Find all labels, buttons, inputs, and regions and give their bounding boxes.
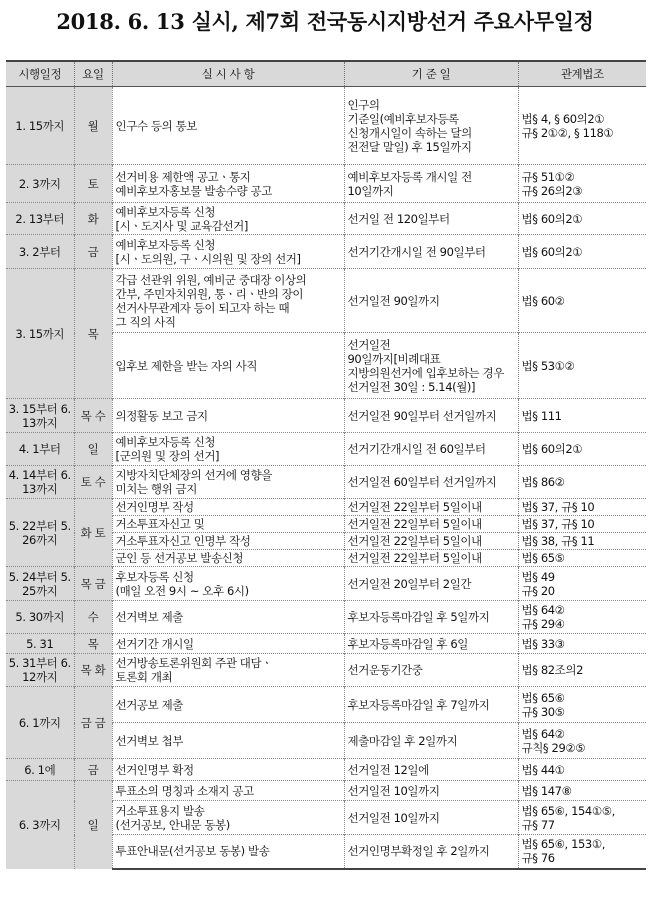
header-date: 시행일정 xyxy=(6,61,74,87)
cell-standard: 제출마감일 후 2일까지 xyxy=(344,723,518,759)
cell-task: 거소투표자신고 인명부 작성 xyxy=(112,533,344,550)
cell-day: 목 xyxy=(74,634,112,654)
cell-standard: 선거기간개시일 전 60일부터 xyxy=(344,433,518,466)
cell-standard: 선거일전 10일까지 xyxy=(344,781,518,801)
table-row xyxy=(6,781,646,801)
cell-standard: 선거인명부확정일 후 2일까지 xyxy=(344,835,518,869)
table-row xyxy=(6,466,646,499)
cell-date: 5. 22부터 5. 26까지 xyxy=(6,499,74,567)
cell-task: 예비후보자등록 신청 [시ㆍ도의원, 구ㆍ시의원 및 장의 선거] xyxy=(112,235,344,269)
cell-law: 법§ 37, 규§ 10 xyxy=(518,516,646,533)
cell-day: 일 xyxy=(74,433,112,466)
cell-law: 법§ 4, § 60의2① 규§ 2①②, § 118① xyxy=(518,87,646,165)
cell-date: 5. 24부터 5. 25까지 xyxy=(6,567,74,601)
cell-law: 규§ 51①② 규§ 26의2③ xyxy=(518,165,646,203)
cell-law: 법§ 111 xyxy=(518,399,646,433)
table-row xyxy=(6,203,646,235)
cell-date: 5. 31 xyxy=(6,634,74,654)
table-row xyxy=(6,654,646,687)
cell-date: 3. 15까지 xyxy=(6,269,74,399)
cell-day: 토 수 xyxy=(74,466,112,499)
cell-day: 화 토 xyxy=(74,499,112,567)
cell-task: 선거벽보 제출 xyxy=(112,601,344,634)
cell-task: 의정활동 보고 금지 xyxy=(112,399,344,433)
cell-law: 법§ 65⑥, 153①, 규§ 76 xyxy=(518,835,646,869)
cell-law: 법§ 53①② xyxy=(518,333,646,399)
table-row xyxy=(6,634,646,654)
cell-law: 법§ 60의2① xyxy=(518,433,646,466)
cell-standard: 후보자등록마감일 후 7일까지 xyxy=(344,687,518,723)
cell-standard: 선거일전 12일에 xyxy=(344,759,518,781)
cell-standard: 예비후보자등록 개시일 전 10일까지 xyxy=(344,165,518,203)
cell-day: 토 xyxy=(74,165,112,203)
cell-date: 2. 3까지 xyxy=(6,165,74,203)
cell-standard: 후보자등록마감일 후 5일까지 xyxy=(344,601,518,634)
cell-law: 법§ 147⑧ xyxy=(518,781,646,801)
cell-date: 1. 15까지 xyxy=(6,87,74,165)
cell-date: 2. 13부터 xyxy=(6,203,74,235)
cell-task: 투표안내문(선거공보 동봉) 발송 xyxy=(112,835,344,869)
table-row xyxy=(6,433,646,466)
cell-law: 법§ 38, 규§ 11 xyxy=(518,533,646,550)
cell-task: 예비후보자등록 신청 [군의원 및 장의 선거] xyxy=(112,433,344,466)
cell-day: 화 xyxy=(74,203,112,235)
cell-law: 법§ 33③ xyxy=(518,634,646,654)
cell-day: 수 xyxy=(74,601,112,634)
cell-day: 금 xyxy=(74,235,112,269)
cell-standard: 선거일전 22일부터 5일이내 xyxy=(344,533,518,550)
cell-task: 예비후보자등록 신청 [시ㆍ도지사 및 교육감선거] xyxy=(112,203,344,235)
cell-task: 거소투표자신고 및 xyxy=(112,516,344,533)
header-task: 실 시 사 항 xyxy=(112,61,344,87)
cell-task: 각급 선관위 위원, 예비군 중대장 이상의 간부, 주민자치위원, 통ㆍ리ㆍ반의 장이 선거사무관계자 등이 되고자 하는 때 그 직의 사직 xyxy=(112,269,344,333)
cell-day: 일 xyxy=(74,781,112,869)
cell-task: 선거공보 제출 xyxy=(112,687,344,723)
cell-law: 법§ 64② 규칙§ 29②⑤ xyxy=(518,723,646,759)
cell-law: 법§ 86② xyxy=(518,466,646,499)
cell-law: 법§ 37, 규§ 10 xyxy=(518,499,646,516)
table-row xyxy=(6,499,646,516)
table-row xyxy=(6,269,646,333)
cell-law: 법§ 65⑥ 규§ 30⑤ xyxy=(518,687,646,723)
cell-task: 인구수 등의 통보 xyxy=(112,87,344,165)
cell-standard: 선거기간개시일 전 90일부터 xyxy=(344,235,518,269)
table-row xyxy=(6,687,646,723)
cell-date: 6. 1에 xyxy=(6,759,74,781)
table-row xyxy=(6,601,646,634)
cell-day: 금 금 xyxy=(74,687,112,759)
cell-law: 법§ 82조의2 xyxy=(518,654,646,687)
cell-task: 선거방송토론위원회 주관 대담ㆍ 토론회 개최 xyxy=(112,654,344,687)
table-row xyxy=(6,235,646,269)
cell-date: 3. 15부터 6. 13까지 xyxy=(6,399,74,433)
cell-date: 5. 31부터 6. 12까지 xyxy=(6,654,74,687)
cell-task: 선거비용 제한액 공고ㆍ통지 예비후보자홍보물 발송수량 공고 xyxy=(112,165,344,203)
cell-law: 법§ 44① xyxy=(518,759,646,781)
cell-standard: 선거일전 90일부터 선거일까지 xyxy=(344,399,518,433)
table-row xyxy=(6,759,646,781)
table-row xyxy=(6,567,646,601)
cell-day: 월 xyxy=(74,87,112,165)
cell-date: 4. 14부터 6. 13까지 xyxy=(6,466,74,499)
cell-law: 법§ 65⑤ xyxy=(518,550,646,567)
cell-standard: 선거일전 90일까지 xyxy=(344,269,518,333)
cell-law: 법§ 60의2① xyxy=(518,203,646,235)
cell-standard: 선거일 전 120일부터 xyxy=(344,203,518,235)
cell-law: 법§ 60② xyxy=(518,269,646,333)
cell-standard: 선거운동기간중 xyxy=(344,654,518,687)
cell-task: 투표소의 명칭과 소재지 공고 xyxy=(112,781,344,801)
cell-standard: 선거일전 22일부터 5일이내 xyxy=(344,516,518,533)
cell-task: 입후보 제한을 받는 자의 사직 xyxy=(112,333,344,399)
cell-standard: 선거일전 90일까지[비례대표 지방의원선거에 입후보하는 경우 선거일전 30일 : 5.14(월)] xyxy=(344,333,518,399)
cell-law: 법§ 49 규§ 20 xyxy=(518,567,646,601)
cell-day: 금 xyxy=(74,759,112,781)
cell-task: 선거인명부 작성 xyxy=(112,499,344,516)
cell-task: 지방자치단체장의 선거에 영향을 미치는 행위 금지 xyxy=(112,466,344,499)
cell-standard: 후보자등록마감일 후 6일 xyxy=(344,634,518,654)
header-row xyxy=(6,61,646,87)
table-row xyxy=(6,165,646,203)
cell-law: 법§ 64② 규§ 29④ xyxy=(518,601,646,634)
cell-law: 법§ 65⑥, 154①⑤, 규§ 77 xyxy=(518,801,646,835)
cell-date: 3. 2부터 xyxy=(6,235,74,269)
cell-task: 거소투표용지 발송 (선거공보, 안내문 동봉) xyxy=(112,801,344,835)
cell-standard: 선거일전 20일부터 2일간 xyxy=(344,567,518,601)
cell-task: 선거기간 개시일 xyxy=(112,634,344,654)
cell-standard: 선거일전 60일부터 선거일까지 xyxy=(344,466,518,499)
header-law: 관계법조 xyxy=(518,61,646,87)
header-day: 요일 xyxy=(74,61,112,87)
cell-law: 법§ 60의2① xyxy=(518,235,646,269)
header-standard: 기 준 일 xyxy=(344,61,518,87)
cell-task: 선거벽보 첩부 xyxy=(112,723,344,759)
cell-day: 목 금 xyxy=(74,567,112,601)
cell-task: 선거인명부 확정 xyxy=(112,759,344,781)
cell-standard: 선거일전 22일부터 5일이내 xyxy=(344,550,518,567)
schedule-table xyxy=(6,60,646,870)
cell-task: 후보자등록 신청 (매일 오전 9시 ~ 오후 6시) xyxy=(112,567,344,601)
cell-date: 5. 30까지 xyxy=(6,601,74,634)
table-row xyxy=(6,87,646,165)
table-row xyxy=(6,399,646,433)
cell-day: 목 xyxy=(74,269,112,399)
cell-task: 군인 등 선거공보 발송신청 xyxy=(112,550,344,567)
cell-date: 6. 1까지 xyxy=(6,687,74,759)
cell-date: 4. 1부터 xyxy=(6,433,74,466)
cell-day: 목 화 xyxy=(74,654,112,687)
page-title: 2018. 6. 13 실시, 제7회 전국동시지방선거 주요사무일정 xyxy=(56,9,594,34)
cell-date: 6. 3까지 xyxy=(6,781,74,869)
cell-standard: 선거일전 22일부터 5일이내 xyxy=(344,499,518,516)
cell-standard: 인구의 기준일(예비후보자등록 신청개시일이 속하는 달의 전전달 말일) 후 15일까지 xyxy=(344,87,518,165)
cell-day: 목 수 xyxy=(74,399,112,433)
cell-standard: 선거일전 10일까지 xyxy=(344,801,518,835)
